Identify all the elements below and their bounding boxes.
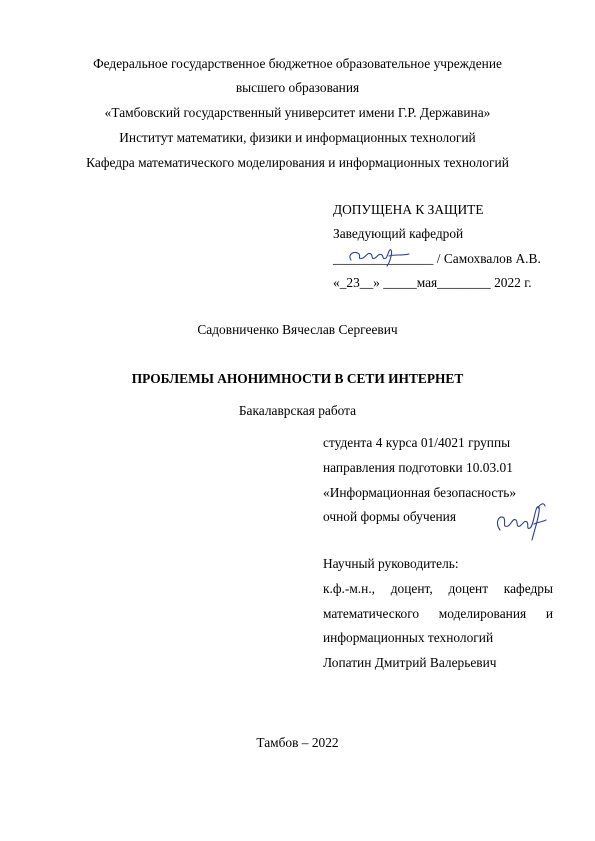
student-signature-icon: [492, 500, 548, 544]
work-type: Бакалаврская работа: [238, 403, 357, 418]
footer-city-year: Тамбов – 2022: [256, 735, 339, 750]
head-signature-icon: [345, 244, 415, 268]
student-direction: направления подготовки 10.03.01: [323, 460, 513, 475]
header-institute: Институт математики, физики и информационных технологий: [119, 130, 476, 145]
supervisor-name: Лопатин Дмитрий Валерьевич: [323, 655, 497, 670]
header-education-level: высшего образования: [235, 80, 360, 95]
approval-date-line: «_23__» _____мая________ 2022 г.: [333, 275, 532, 290]
approval-role: Заведующий кафедрой: [333, 226, 464, 241]
student-study-form: очной формы обучения: [323, 509, 457, 524]
student-specialty: «Информационная безопасность»: [323, 485, 517, 500]
student-course-group: студента 4 курса 01/4021 группы: [323, 435, 511, 450]
author-name: Садовниченко Вячеслав Сергеевич: [197, 322, 398, 337]
approval-title: ДОПУЩЕНА К ЗАЩИТЕ: [333, 202, 484, 217]
header-department: Кафедра математического моделирования и информационных технологий: [86, 155, 509, 170]
supervisor-label: Научный руководитель:: [323, 556, 459, 571]
supervisor-degree-position: к.ф.-м.н., доцент, доцент кафедры: [323, 581, 553, 596]
approval-signature-line: _______________ / Самохвалов А.В.: [333, 251, 541, 266]
header-university: «Тамбовский государственный университет имени Г.Р. Державина»: [104, 105, 491, 120]
supervisor-department-part2: информационных технологий: [323, 630, 494, 645]
work-title: ПРОБЛЕМЫ АНОНИМНОСТИ В СЕТИ ИНТЕРНЕТ: [131, 371, 464, 386]
header-organization: Федеральное государственное бюджетное образовательное учреждение: [93, 56, 502, 71]
supervisor-department-part1: математического моделирования и: [323, 606, 553, 621]
